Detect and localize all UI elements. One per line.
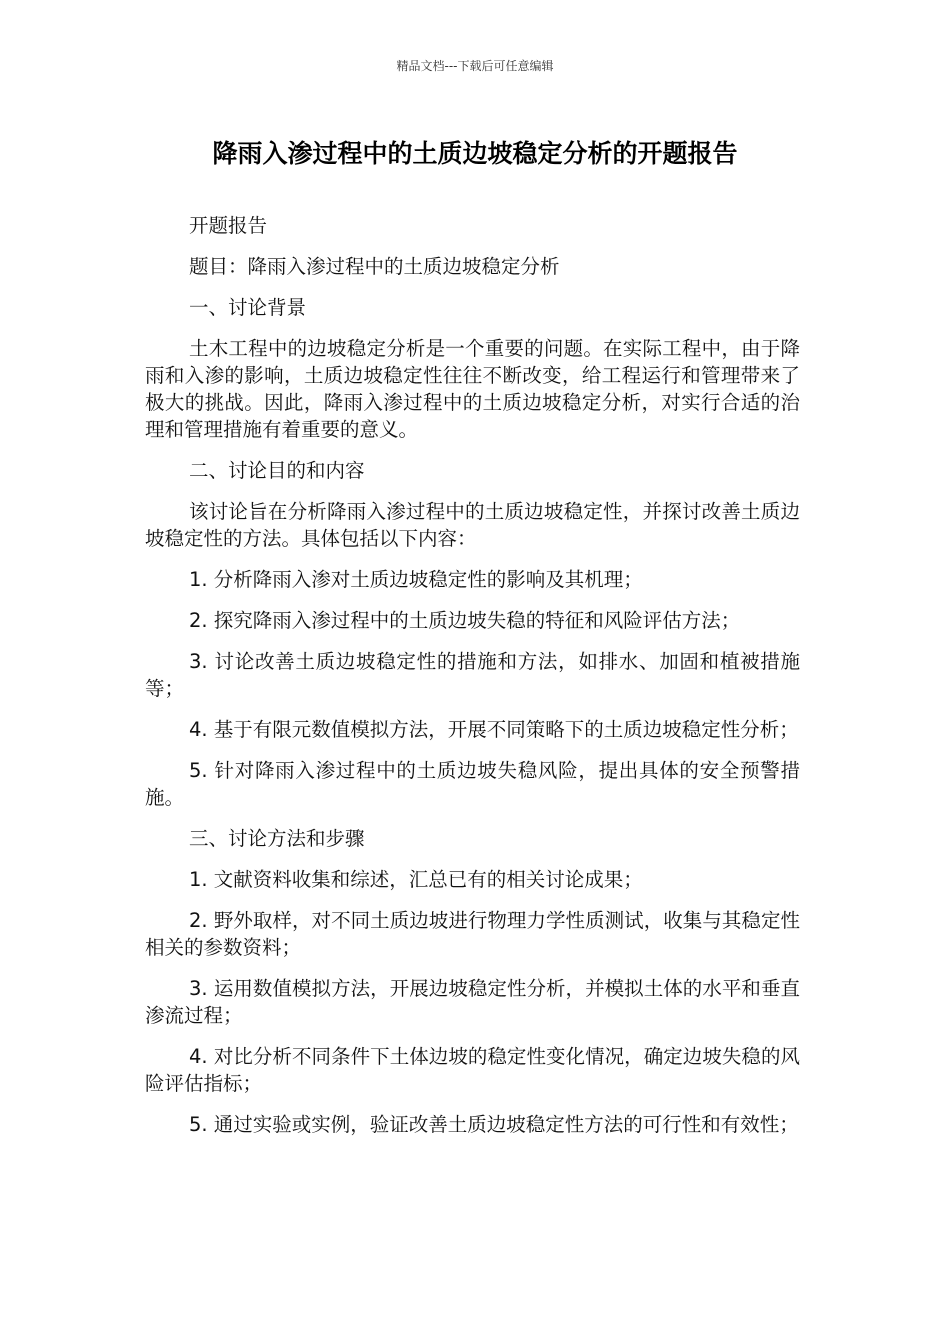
paragraph-objectives-intro: 该讨论旨在分析降雨入渗过程中的土质边坡稳定性，并探讨改善土质边坡稳定性的方法。具体包括以下内容： bbox=[145, 500, 800, 550]
method-item: 3. 运用数值模拟方法，开展边坡稳定性分析，并模拟土体的水平和垂直渗流过程； bbox=[145, 977, 800, 1027]
objective-item: 4. 基于有限元数值模拟方法，开展不同策略下的土质边坡稳定性分析； bbox=[189, 718, 799, 741]
document-body bbox=[145, 212, 800, 1152]
section-heading-methods: 三、讨论方法和步骤 bbox=[189, 827, 365, 850]
page-header-watermark: 精品文档---下载后可任意编辑 bbox=[396, 59, 554, 73]
document-title: 降雨入渗过程中的土质边坡稳定分析的开题报告 bbox=[212, 139, 738, 168]
objective-item: 2. 探究降雨入渗过程中的土质边坡失稳的特征和风险评估方法； bbox=[189, 609, 741, 632]
section-heading-background: 一、讨论背景 bbox=[189, 296, 307, 319]
paragraph-background: 土木工程中的边坡稳定分析是一个重要的问题。在实际工程中，由于降雨和入渗的影响，土质边坡稳定性往往不断改变，给工程运行和管理带来了极大的挑战。因此，降雨入渗过程中的土质边坡稳定分析，对实行合适的治理和管理措施有着重要的意义。 bbox=[145, 337, 800, 441]
objective-item: 1. 分析降雨入渗对土质边坡稳定性的影响及其机理； bbox=[189, 568, 643, 591]
paragraph-topic: 题目：降雨入渗过程中的土质边坡稳定分析 bbox=[189, 255, 560, 278]
section-heading-objectives: 二、讨论目的和内容 bbox=[189, 459, 365, 482]
method-item: 5. 通过实验或实例，验证改善土质边坡稳定性方法的可行性和有效性； bbox=[189, 1113, 799, 1136]
method-item: 2. 野外取样，对不同土质边坡进行物理力学性质测试，收集与其稳定性相关的参数资料； bbox=[145, 909, 800, 959]
objective-item: 3. 讨论改善土质边坡稳定性的措施和方法，如排水、加固和植被措施等； bbox=[145, 650, 800, 700]
method-item: 1. 文献资料收集和综述，汇总已有的相关讨论成果； bbox=[189, 868, 643, 891]
paragraph-report-label: 开题报告 bbox=[189, 214, 268, 237]
method-item: 4. 对比分析不同条件下土体边坡的稳定性变化情况，确定边坡失稳的风险评估指标； bbox=[145, 1045, 800, 1095]
objective-item: 5. 针对降雨入渗过程中的土质边坡失稳风险，提出具体的安全预警措施。 bbox=[145, 759, 800, 809]
